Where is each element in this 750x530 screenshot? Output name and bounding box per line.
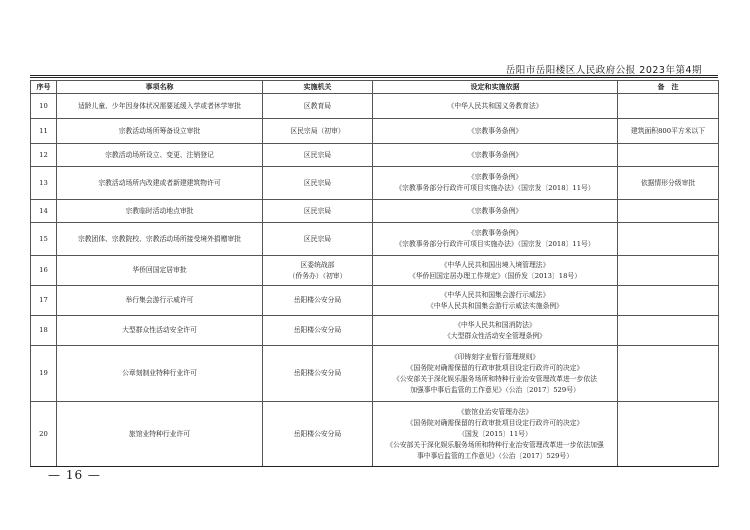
legal-basis-line: 《宗教事务条例》 [467,229,523,237]
legal-basis-line: 《宗教事务条例》 [467,206,523,215]
note-cell: 依据情形分级审批 [618,167,719,200]
item-name-cell: 举行集会游行示威许可 [57,286,263,316]
footer-rule [30,466,718,467]
gazette-header-title: 岳阳市岳阳楼区人民政府公报 2023年第4期 [505,65,702,76]
header-rule-thin [30,77,718,78]
note-cell [618,200,719,223]
agency-cell [263,346,373,402]
agency-line: 区民宗局（初审） [290,126,345,135]
legal-basis-line: 事中事后监管的工作意见》（公治〔2017〕529号） [416,451,573,460]
agency-line: （侨务办）（初审） [288,271,347,280]
agency-cell [263,119,373,144]
agency-line: 区民宗局 [303,206,332,215]
legal-basis-line: 《宗教事务条例》 [467,126,523,135]
legal-basis-cell [373,256,618,286]
legal-basis-line: 《宗教事务条例》 [467,173,523,181]
agency-line: 区民宗局 [303,150,332,159]
item-name-cell: 宗教临时活动地点审批 [57,200,263,223]
agency-cell [263,316,373,346]
item-name-cell: 华侨回国定居审批 [57,256,263,286]
row-number-cell: 19 [31,346,57,402]
agency-line: 区教育局 [303,101,332,110]
table-row [31,223,719,256]
legal-basis-line: （国发〔2015〕11号） [458,429,532,438]
legal-basis-cell [373,316,618,346]
legal-basis-line: 加强事中事后监管的工作意见》（公治〔2017〕529号） [410,385,580,394]
legal-basis-line: 《印铸刻字业暂行管理规则》 [450,352,540,361]
column-header-agency: 实施机关 [263,81,373,94]
item-name-cell: 旅馆业特种行业许可 [57,402,263,467]
approval-items-table [30,80,719,467]
legal-basis-cell [373,119,618,144]
legal-basis-cell [373,286,618,316]
item-name-cell: 宗教团体、宗教院校、宗教活动场所接受境外捐赠审批 [57,223,263,256]
table-body [31,94,719,467]
legal-basis-cell [373,223,618,256]
agency-line: 岳阳楼公安分局 [293,369,342,377]
agency-line: 区民宗局 [303,178,332,187]
legal-basis-line: 《国务院对确需保留的行政审批项目设定行政许可的决定》 [406,363,584,372]
column-header-note: 备 注 [618,81,719,94]
legal-basis-cell [373,167,618,200]
agency-line: 区民宗局 [303,234,332,243]
note-cell [618,286,719,316]
note-cell [618,256,719,286]
legal-basis-line: 《大型群众性活动安全管理条例》 [444,331,546,340]
legal-basis-line: 《中华人民共和国集会游行示威法实施条例》 [427,301,563,310]
legal-basis-cell [373,346,618,402]
row-number-cell: 11 [31,119,57,144]
legal-basis-cell [373,94,618,119]
legal-basis-cell [373,200,618,223]
table-row [31,144,719,167]
note-cell [618,144,719,167]
agency-cell [263,200,373,223]
agency-line: 区委统战部 [300,260,335,269]
column-header-basis: 设定和实施依据 [373,81,618,94]
note-cell [618,346,719,402]
legal-basis-line: 《旅馆业治安管理办法》 [457,407,533,416]
table-row [31,402,719,467]
note-cell: 建筑面积800平方米以下 [618,119,719,144]
table-row [31,316,719,346]
agency-cell [263,94,373,119]
row-number-cell: 14 [31,200,57,223]
table-row [31,200,719,223]
row-number-cell: 20 [31,402,57,467]
legal-basis-line: 《华侨回国定居办理工作规定》（国侨发〔2013〕18号） [408,271,582,280]
legal-basis-line: 《公安部关于深化娱乐服务场所和特种行业治安管理改革进一步依法 [393,374,597,383]
legal-basis-line: 《宗教事务部分行政许可项目实施办法》（国宗发〔2018〕11号） [395,184,595,192]
legal-basis-line: 《中华人民共和国义务教育法》 [447,101,543,110]
agency-cell [263,286,373,316]
legal-basis-line: 《中华人民共和国消防法》 [454,320,536,329]
legal-basis-line: 《宗教事务条例》 [467,150,523,159]
agency-cell [263,144,373,167]
agency-cell [263,223,373,256]
table-row [31,286,719,316]
item-name-cell: 宗教活动场所筹备设立审批 [57,119,263,144]
legal-basis-line: 《公安部关于深化娱乐服务场所和特种行业治安管理改革进一步依法加强 [386,440,604,449]
legal-basis-cell [373,402,618,467]
table-header-row [31,81,719,94]
legal-basis-cell [373,144,618,167]
agency-line: 岳阳楼公安分局 [293,296,342,304]
column-header-no: 序号 [31,81,57,94]
row-number-cell: 17 [31,286,57,316]
item-name-cell: 公章刻制业特种行业许可 [57,346,263,402]
row-number-cell: 18 [31,316,57,346]
item-name-cell: 适龄儿童、少年因身体状况需要延缓入学或者休学审批 [57,94,263,119]
item-name-cell: 宗教活动场所设立、变更、注销登记 [57,144,263,167]
row-number-cell: 15 [31,223,57,256]
note-cell [618,402,719,467]
table-row [31,256,719,286]
row-number-cell: 13 [31,167,57,200]
legal-basis-line: 《宗教事务部分行政许可项目实施办法》（国宗发〔2018〕11号） [395,240,595,248]
row-number-cell: 10 [31,94,57,119]
agency-line: 岳阳楼公安分局 [293,326,342,334]
table-row [31,167,719,200]
note-cell [618,223,719,256]
header-rule-thick [30,75,718,76]
agency-line: 岳阳楼公安分局 [293,429,342,438]
column-header-item: 事项名称 [57,81,263,94]
legal-basis-line: 《中华人民共和国集会游行示威法》 [440,290,550,299]
table-row [31,94,719,119]
agency-cell [263,402,373,467]
legal-basis-line: 《中华人民共和国出境入境管理法》 [440,260,550,269]
row-number-cell: 12 [31,144,57,167]
note-cell [618,94,719,119]
page-number: — 16 — [48,468,101,482]
legal-basis-line: 《国务院对确需保留的行政审批项目设定行政许可的决定》 [406,418,584,427]
item-name-cell: 宗教活动场所内改建或者新建建筑物许可 [57,167,263,200]
item-name-cell: 大型群众性活动安全许可 [57,316,263,346]
note-cell [618,316,719,346]
table-row [31,346,719,402]
table-row [31,119,719,144]
agency-cell [263,167,373,200]
agency-cell [263,256,373,286]
row-number-cell: 16 [31,256,57,286]
